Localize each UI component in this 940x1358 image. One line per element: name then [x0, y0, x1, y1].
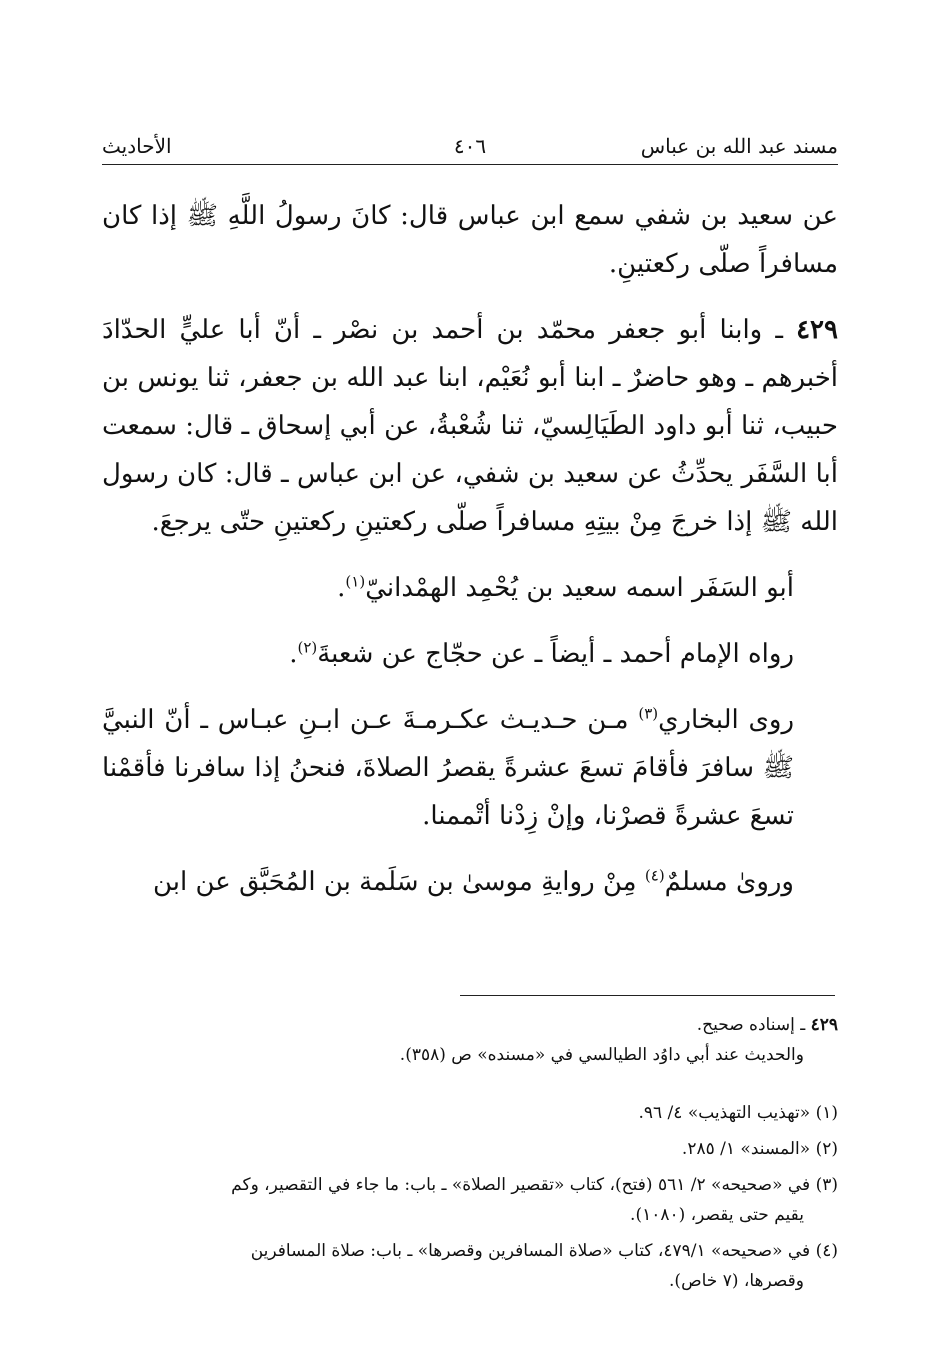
- note-text: ـ إسناده صحيح.: [696, 1015, 806, 1035]
- header-section-title: الأحاديث: [102, 134, 172, 158]
- note-number: ٤٢٩: [810, 1015, 838, 1035]
- footnote-separator: [460, 995, 835, 996]
- footnote-4: [102, 1236, 838, 1296]
- paragraph-1: عن سعيد بن شفي سمع ابن عباس قال: كانَ رسولُ اللَّهِ ﷺ إذا كان مسافراً صلّى ركعتينِ.: [102, 201, 838, 279]
- page-number: ٤٠٦: [453, 134, 487, 158]
- muslim-intro: وروىٰ مسلمٌ: [664, 867, 794, 897]
- footnote-3-cont: يقيم حتى يقصر، (١٠٨٠).: [630, 1205, 804, 1225]
- footnote-ref-2: (٢): [297, 638, 318, 657]
- paragraph-4: رواه الإمام أحمد ـ أيضاً ـ عن حجّاج عن شعبةَ$^{(٢)}$.: [289, 638, 794, 669]
- paragraph-6: [102, 858, 838, 906]
- note-429-line2: والحديث عند أبي داوُد الطيالسي في «مسنده» ص (٣٥٨).: [399, 1045, 804, 1065]
- hadith-429: [102, 306, 838, 546]
- hadith-notes: [102, 1010, 838, 1070]
- footnote-3-text: (٣) في «صحيحه» ٢/ ٥٦١ (فتح)، كتاب «تقصير الصلاة» ـ باب: ما جاء في التقصير، وكم: [231, 1175, 838, 1195]
- header-book-title: مسند عبد الله بن عباس: [640, 134, 838, 158]
- note-429: [102, 1010, 838, 1040]
- footnotes: [102, 1098, 838, 1302]
- paragraph-3: أبو السَفَر اسمه سعيد بن يُحْمِد الهمْدانيّ$^{(١)}$.: [337, 572, 794, 603]
- narrator-note: أبو السَفَر اسمه سعيد بن يُحْمِد الهمْدانيّ: [365, 573, 794, 603]
- footnote-4-text: (٤) في «صحيحه» ٤٧٩/١، كتاب «صلاة المسافرين وقصرها» ـ باب: صلاة المسافرين: [250, 1241, 838, 1261]
- footnote-ref-1: (١): [345, 572, 366, 591]
- running-header: [102, 118, 838, 165]
- paragraph-5: [102, 696, 838, 840]
- footnote-ref-3: (٣): [638, 704, 659, 723]
- hadith-text: ـ وابنا أبو جعفر محمّد بن أحمد بن نصْر ـ أنّ أبا عليٍّ الحدّادَ أخبرهم ـ وهو حاضرٌ ـ ابنا أبو نُعَيْم، ابنا عبد الله بن جعفر، ثنا يونس بن حبيب، ثنا أبو داود الطَيَالِسيّ، ثنا شُعْبةُ، عن أبي إسحاق ـ قال: سمعت أبا السَّفَر يحدِّثُ عن سعيد بن شفي، عن ابن عباس ـ قال: كان رسول الله ﷺ إذا خرجَ مِنْ بيتِهِ مسافراً صلّى ركعتينِ ركعتينِ حتّى يرجعَ.: [102, 315, 838, 537]
- footnote-1: (١) «تهذيب التهذيب» ٤/ ٩٦.: [638, 1103, 838, 1123]
- bukhari-text: مـن حـديـث عكـرمـةَ عـن ابـنِ عبـاس ـ أنّ النبيَّ ﷺ سافرَ فأقامَ تسعَ عشرةً يقصرُ الصلاةَ، فنحنُ إذا سافرنا فأقمْنا تسعَ عشرةً قصرْنا، وإنْ زِدْنا أتْممنا.: [102, 705, 794, 831]
- footnote-4-cont: وقصرها، (٧ خاص).: [669, 1271, 804, 1291]
- bukhari-intro: روى البخاري: [658, 705, 794, 735]
- footnote-2: (٢) «المسند» ١/ ٢٨٥.: [681, 1139, 838, 1159]
- hadith-number: ٤٢٩: [796, 315, 838, 345]
- footnote-ref-4: (٤): [644, 866, 665, 885]
- main-text: [102, 192, 838, 924]
- ahmad-note: رواه الإمام أحمد ـ أيضاً ـ عن حجّاج عن شعبةَ: [317, 639, 794, 669]
- muslim-text: مِنْ روايةِ موسىٰ بن سَلَمة بن المُحَبَّق عن ابن: [152, 867, 637, 897]
- footnote-3: [102, 1170, 838, 1230]
